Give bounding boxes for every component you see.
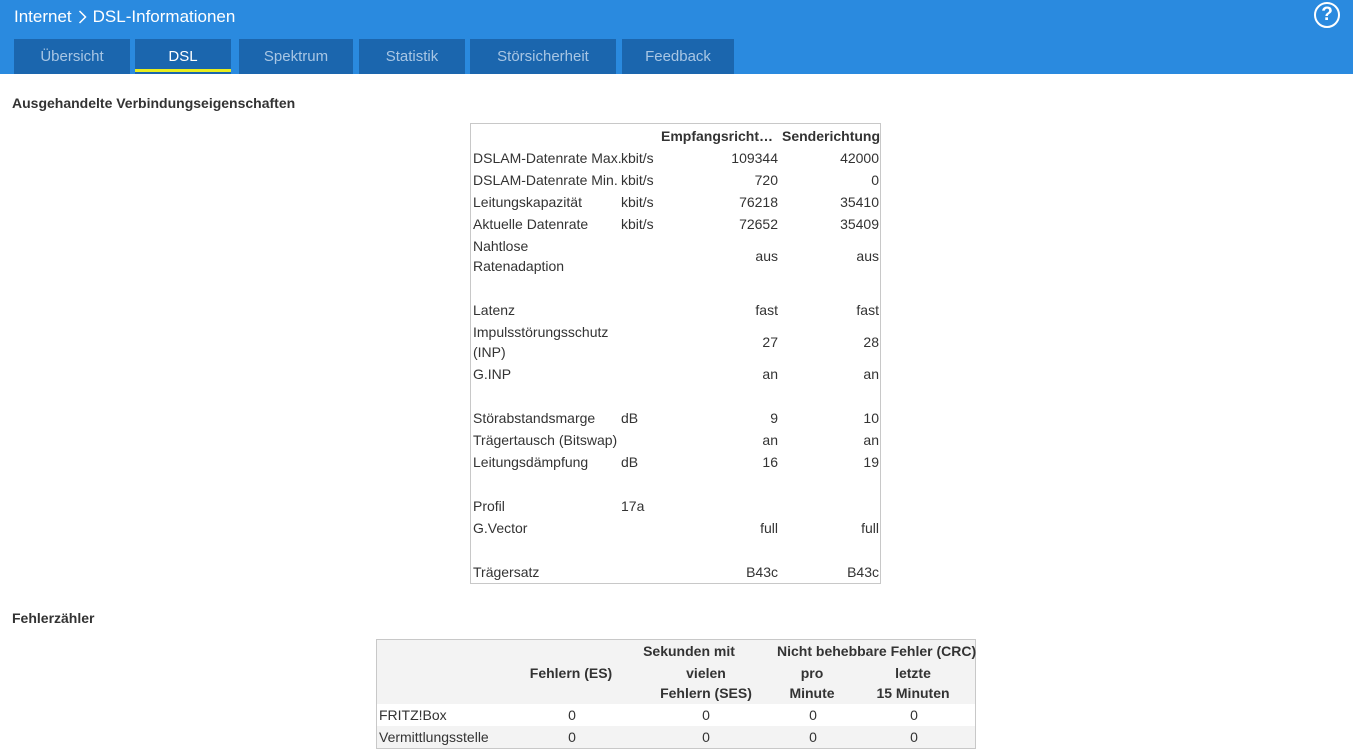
value-ses: 0: [702, 707, 710, 723]
tab-spektrum[interactable]: Spektrum: [239, 39, 353, 74]
value-downstream: B43c: [746, 564, 778, 580]
breadcrumb-current: DSL-Informationen: [92, 7, 236, 26]
value-upstream: 28: [863, 334, 879, 350]
value-upstream: fast: [856, 302, 879, 318]
value-downstream: aus: [755, 248, 778, 264]
value-upstream: 35409: [840, 216, 879, 232]
connection-properties-title: Ausgehandelte Verbindungseigenschaften: [12, 95, 296, 111]
tab-uebersicht[interactable]: Übersicht: [14, 39, 130, 74]
value-downstream: 27: [762, 334, 778, 350]
value-crc-15min: 0: [910, 707, 918, 723]
col-header-ses-line2: Fehlern (SES): [660, 685, 752, 701]
row-label: Störabstandsmarge: [473, 410, 596, 426]
value-downstream: fast: [755, 302, 778, 318]
row-label: Profil: [473, 498, 505, 514]
group-header-crc: Nicht behebbare Fehler (CRC): [777, 643, 977, 659]
row-unit: kbit/s: [621, 172, 654, 188]
value-ses: 0: [702, 729, 710, 745]
value-es: 0: [568, 707, 576, 723]
value-upstream: 0: [871, 172, 879, 188]
header-bar: [0, 0, 1353, 74]
row-label: FRITZ!Box: [379, 707, 447, 723]
row-label: Leitungskapazität: [473, 194, 582, 210]
connection-properties-table: [470, 123, 881, 584]
value-crc-per-minute: 0: [809, 707, 817, 723]
value-upstream: aus: [856, 248, 879, 264]
row-unit: dB: [621, 454, 639, 470]
value-upstream: B43c: [847, 564, 879, 580]
value-downstream: 16: [762, 454, 778, 470]
value-downstream: an: [762, 366, 778, 382]
value-upstream: full: [861, 520, 879, 536]
row-label: (INP): [473, 344, 506, 360]
header-upstream: Senderichtung: [782, 128, 881, 144]
row-label: G.Vector: [473, 520, 528, 536]
value-upstream: 19: [863, 454, 879, 470]
value-es: 0: [568, 729, 576, 745]
help-icon[interactable]: ?: [1314, 2, 1340, 28]
row-unit: kbit/s: [621, 216, 654, 232]
value-downstream: 76218: [739, 194, 778, 210]
group-header-seconds: Sekunden mit: [643, 643, 735, 659]
value-downstream: an: [762, 432, 778, 448]
value-downstream: 720: [754, 172, 778, 188]
row-label: DSLAM-Datenrate Min.: [473, 172, 618, 188]
row-label: Leitungsdämpfung: [473, 454, 589, 470]
value-crc-per-minute: 0: [809, 729, 817, 745]
tab-stoersicherheit[interactable]: Störsicherheit: [470, 39, 616, 74]
row-label: Vermittlungsstelle: [379, 729, 489, 745]
value-upstream: 35410: [840, 194, 879, 210]
row-label: Trägertausch (Bitswap): [473, 432, 618, 448]
tab-feedback[interactable]: Feedback: [622, 39, 734, 74]
value-downstream: 109344: [731, 150, 778, 166]
row-label: Ratenadaption: [473, 258, 565, 274]
col-header-last-15min-line1: letzte: [895, 665, 931, 681]
col-header-ses-line1: vielen: [686, 665, 726, 681]
value-upstream: an: [863, 366, 879, 382]
row-label: G.INP: [473, 366, 512, 382]
value-downstream: 72652: [739, 216, 778, 232]
row-label: Aktuelle Datenrate: [473, 216, 589, 232]
row-label: DSLAM-Datenrate Max.: [473, 150, 622, 166]
breadcrumb-root[interactable]: Internet: [14, 7, 72, 26]
value-downstream: full: [760, 520, 778, 536]
value-upstream: 10: [863, 410, 879, 426]
value-upstream: 42000: [840, 150, 879, 166]
col-header-last-15min-line2: 15 Minuten: [876, 685, 950, 701]
value-upstream: an: [863, 432, 879, 448]
row-unit: 17a: [621, 498, 645, 514]
col-header-per-minute-line1: pro: [800, 665, 824, 681]
row-unit: kbit/s: [621, 194, 654, 210]
row-label: Impulsstörungsschutz: [473, 324, 609, 340]
col-header-per-minute-line2: Minute: [789, 685, 835, 701]
row-label: Trägersatz: [473, 564, 540, 580]
col-header-es: Fehlern (ES): [529, 665, 613, 681]
row-unit: dB: [621, 410, 639, 426]
breadcrumb: [14, 6, 235, 28]
row-label: Nahtlose: [473, 238, 529, 254]
row-label: Latenz: [473, 302, 516, 318]
tab-dsl[interactable]: DSL: [135, 39, 231, 74]
header-downstream: Empfangsricht…: [661, 128, 774, 144]
error-counter-title: Fehlerzähler: [12, 610, 95, 626]
row-unit: kbit/s: [621, 150, 654, 166]
error-counter-table: [376, 639, 976, 749]
tab-statistik[interactable]: Statistik: [359, 39, 465, 74]
value-crc-15min: 0: [910, 729, 918, 745]
value-downstream: 9: [770, 410, 778, 426]
chevron-right-icon: [78, 10, 87, 24]
